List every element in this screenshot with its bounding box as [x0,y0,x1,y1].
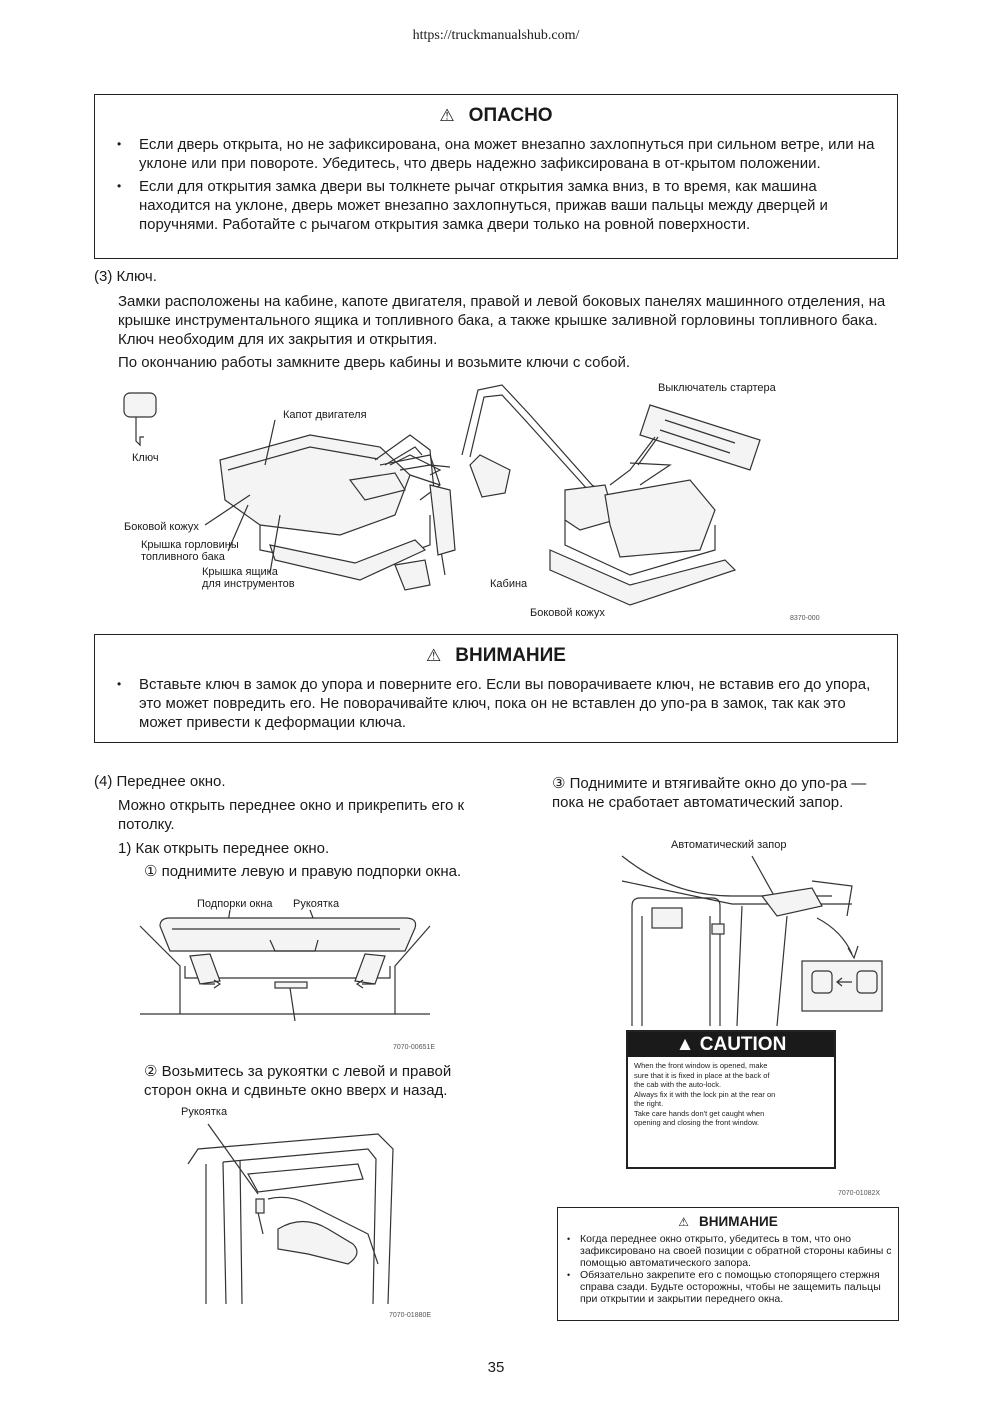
figure-a-code: 7070-00651E [393,1044,436,1051]
label-hood: Капот двигателя [283,409,367,421]
label-fuel-cap-line2: топливного бака [141,551,225,563]
figure1-code: 8370-000 [790,615,820,622]
figure-auto-lock [612,836,902,1201]
caution-box-1 [94,634,898,743]
label-side-cover: Боковой кожух [124,521,199,533]
caution-plate-title: ▲ CAUTION [628,1032,834,1057]
figure-c-code: 7070-01082X [838,1190,881,1197]
label-handle-b: Рукоятка [181,1106,228,1118]
caution-plate-text [628,1057,834,1132]
excavator-illustration [110,375,830,630]
figure-lock-locations [110,375,830,630]
caution2-title-text: ВНИМАНИЕ [699,1214,778,1229]
key-para2: По окончанию работы замкните дверь кабины и возьмите ключи с собой. [118,354,630,371]
label-starter: Выключатель стартера [658,382,776,394]
plate-line: the cab with the auto-lock. [634,1080,722,1089]
label-toolbox [202,566,295,590]
key-heading: (3) Ключ. [94,268,157,285]
warning-triangle-icon: ⚠ [426,646,442,665]
caution2-item: • Когда переднее окно открыто, убедитесь в том, что оно зафиксировано на своей позиции с обратной стороны кабины с помощью автоматического запора. [562,1233,894,1269]
key-section [94,267,900,372]
window-stays-illustration [130,896,450,1056]
fw-para: Можно открыть переднее окно и прикрепить его к потолку. [118,797,465,833]
key-para1: Замки расположены на кабине, капоте двигателя, правой и левой боковых панелях машинного отделения, на крышке инструментального ящика и топливного бака, а также крышке заливной горловины топливного бака. Ключ необходим для их закрытия и открытия. [118,293,886,348]
label-stays: Подпорки окна [197,898,273,910]
danger-item: • Если дверь открыта, но не зафиксирована, она может внезапно захлопнуться при сильном ветре, или на уклоне или при повороте. Убедитесь, что дверь надежно зафиксирована в от-крытом положении. [103,135,889,173]
caution2-title [562,1214,894,1229]
caution1-title [103,645,889,667]
figure-b-code: 7070-01880E [389,1312,432,1319]
danger-title-text: ОПАСНО [468,105,553,126]
label-fuel-cap [141,539,239,563]
caution-box-2 [557,1207,899,1321]
fw-heading: (4) Переднее окно. [94,773,226,790]
plate-line: When the front window is opened, make [634,1061,768,1070]
fw-sub1: ① поднимите левую и правую подпорки окна. [144,863,462,880]
plate-line: sure that it is fixed in place at the back of [634,1070,770,1080]
header-url[interactable]: https://truckmanualshub.com/ [412,28,580,43]
fw-sub2: ② Возьмитесь за рукоятки с левой и правой сторон окна и сдвиньте окно вверх и назад. [144,1063,452,1099]
caution1-list [103,675,889,732]
label-fuel-cap-line1: Крышка горловины [141,539,239,551]
plate-line: the right. [634,1099,664,1108]
label-cab: Кабина [490,578,528,590]
front-window-left [94,772,494,881]
label-side-cover-2: Боковой кожух [530,607,605,619]
danger-item: • Если для открытия замка двери вы толкнете рычаг открытия замка вниз, в то время, как машина находится на уклоне, дверь может внезапно захлопнуться, прижав ваши пальцы между дверцей и поручнями. Работайте с рычагом открытия замка двери только на ровной поверхности. [103,177,889,234]
caution1-title-text: ВНИМАНИЕ [455,645,566,666]
warning-triangle-icon: ⚠ [678,1215,690,1229]
caution2-item: • Обязательно закрепите его с помощью стопорящего стержня справа сзади. Будьте осторожны, чтобы не защемить пальцы при открытии и закрытии переднего окна. [562,1269,894,1305]
fw-sub3: ③ Поднимите и втягивайте окно до упо-ра — пока не сработает автоматический запор. [552,775,867,811]
danger-list [103,135,889,234]
label-toolbox-line2: для инструментов [202,578,295,590]
label-auto-lock: Автоматический запор [671,839,787,851]
caution1-item: • Вставьте ключ в замок до упора и поверните его. Если вы поворачиваете ключ, не вставив его до упора, это может повредить его. Не поворачивайте ключ, пока он не вставлен до упо-ра в замок, так как это может привести к деформации ключа. [103,675,889,732]
caution2-list [562,1233,894,1305]
caution-plate [626,1030,836,1169]
danger-box [94,94,898,259]
figure-window-handle [178,1104,438,1324]
page-number: 35 [487,1359,505,1376]
auto-lock-illustration [612,836,902,1036]
figure-window-stays [130,896,450,1056]
plate-line: Take care hands don't get caught when [634,1108,765,1118]
handle-illustration [178,1104,438,1324]
danger-title [103,105,889,127]
fw-step1: 1) Как открыть переднее окно. [118,840,330,857]
label-key: Ключ [132,452,159,464]
plate-line: Always fix it with the lock pin at the rear on [634,1089,776,1099]
label-handle-a: Рукоятка [293,898,340,910]
label-toolbox-line1: Крышка ящика [202,566,278,578]
plate-line: opening and closing the front window. [634,1118,760,1127]
warning-triangle-icon: ⚠ [439,106,455,125]
